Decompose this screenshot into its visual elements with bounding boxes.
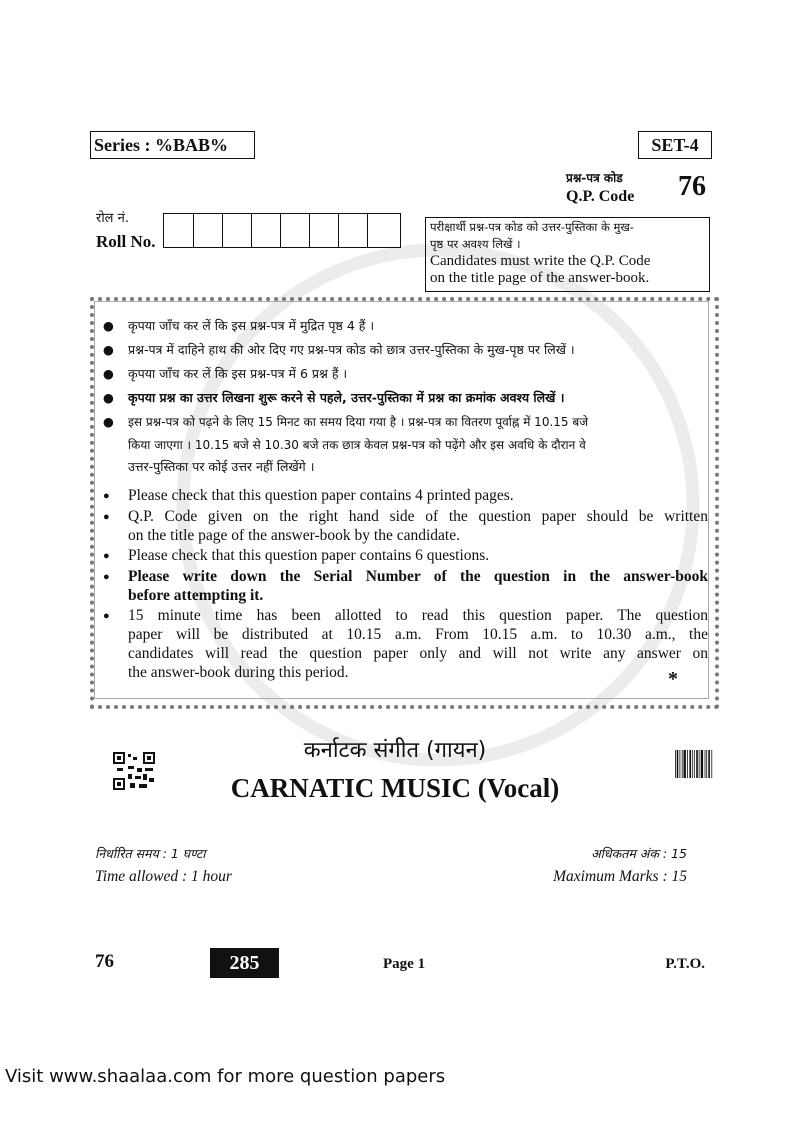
series-label: Series : %BAB%: [90, 131, 255, 159]
note-hindi-line: परीक्षार्थी प्रश्न-पत्र कोड को उत्तर-पुस्तिका के मुख-: [430, 220, 634, 234]
instruction-english: ● Please write down the Serial Number of the question in the answer-book: [103, 568, 708, 585]
instruction-hindi: ● प्रश्न-पत्र में दाहिने हाथ की ओर दिए गए प्रश्न-पत्र कोड को छात्र उत्तर-पुस्तिका के मुख-पृष्ठ पर लिखें ।: [103, 342, 575, 357]
qp-code-label-hindi: प्रश्न-पत्र कोड: [566, 171, 623, 185]
shaalaa-banner[interactable]: Visit www.shaalaa.com for more question papers: [5, 1066, 446, 1087]
barcode-bar: [682, 750, 683, 778]
roll-digit-box[interactable]: [193, 214, 222, 247]
roll-digit-box[interactable]: [338, 214, 367, 247]
barcode-bar: [696, 750, 698, 778]
note-english-line: on the title page of the answer-book.: [430, 270, 650, 286]
qr-code-icon: [113, 752, 155, 790]
instruction-english-cont: paper will be distributed at 10.15 a.m. From 10.15 a.m. to 10.30 a.m., the: [128, 626, 708, 643]
roll-digit-box[interactable]: [164, 214, 193, 247]
instruction-english: ● Q.P. Code given on the right hand side of the question paper should be written: [103, 508, 708, 525]
instruction-english-cont: on the title page of the answer-book by the candidate.: [128, 527, 460, 544]
roll-label-hindi: रोल नं.: [96, 211, 129, 226]
barcode-bar: [694, 750, 695, 778]
barcode-bar: [708, 750, 710, 778]
instruction-hindi: ● कृपया प्रश्न का उत्तर लिखना शुरू करने से पहले, उत्तर-पुस्तिका में प्रश्न का क्रमांक अवश्य लिखें ।: [103, 390, 565, 405]
instruction-english: ● Please check that this question paper contains 6 questions.: [103, 547, 490, 564]
barcode-bar: [677, 750, 679, 778]
roll-digit-box[interactable]: [309, 214, 338, 247]
roll-digit-box[interactable]: [251, 214, 280, 247]
qp-code-label: Q.P. Code: [566, 188, 635, 205]
roll-label: Roll No.: [96, 232, 156, 251]
barcode-bar: [684, 750, 686, 778]
barcode-bar: [701, 750, 703, 778]
pto-label: P.T.O.: [665, 956, 705, 972]
max-marks-hindi: अधिकतम अंक : 15: [591, 846, 687, 861]
roll-digit-box[interactable]: [367, 214, 396, 247]
barcode-bar: [675, 750, 676, 778]
instruction-english: ● Please check that this question paper contains 4 printed pages.: [103, 487, 514, 504]
barcode-bar: [687, 750, 688, 778]
barcode-bar: [706, 750, 707, 778]
roll-number-boxes[interactable]: [163, 213, 401, 248]
barcode-bar: [705, 750, 706, 778]
roll-digit-box[interactable]: [280, 214, 309, 247]
instruction-hindi: ● कृपया जाँच कर लें कि इस प्रश्न-पत्र में मुद्रित पृष्ठ 4 हैं ।: [103, 318, 375, 333]
roll-digit-box[interactable]: [222, 214, 251, 247]
barcode-bar: [692, 750, 693, 778]
footer-number-badge: 285: [210, 948, 279, 978]
barcode-bar: [711, 750, 712, 778]
subject-title-hindi: कर्नाटक संगीत (गायन): [303, 738, 487, 763]
note-english-line: Candidates must write the Q.P. Code: [430, 253, 651, 269]
time-allowed: Time allowed : 1 hour: [95, 868, 232, 885]
note-hindi-line: पृष्ठ पर अवश्य लिखें ।: [430, 237, 521, 251]
barcode-icon: [675, 750, 713, 778]
instruction-hindi-cont: किया जाएगा । 10.15 बजे से 10.30 बजे तक छात्र केवल प्रश्न-पत्र को पढ़ेंगे और इस अवधि के दौरान वे: [128, 438, 586, 452]
max-marks: Maximum Marks : 15: [553, 868, 687, 885]
instruction-hindi: ● कृपया जाँच कर लें कि इस प्रश्न-पत्र में 6 प्रश्न हैं ।: [103, 366, 348, 381]
qp-code-value: 76: [678, 171, 706, 202]
qp-code-note-box: [425, 217, 710, 292]
instruction-hindi: ● इस प्रश्न-पत्र को पढ़ने के लिए 15 मिनट का समय दिया गया है । प्रश्न-पत्र का वितरण पूर्वाह्न में 10.15 बजे: [103, 414, 589, 429]
set-label: SET-4: [638, 131, 712, 159]
barcode-bar: [680, 750, 681, 778]
instruction-english: ● 15 minute time has been allotted to read this question paper. The question: [103, 607, 708, 624]
time-allowed-hindi: निर्धारित समय : 1 घण्टा: [95, 846, 206, 861]
subject-title: CARNATIC MUSIC (Vocal): [230, 773, 560, 803]
barcode-bar: [689, 750, 691, 778]
instruction-hindi-cont: उत्तर-पुस्तिका पर कोई उत्तर नहीं लिखेंगे ।: [128, 459, 315, 474]
instruction-english-cont: the answer-book during this period.: [128, 664, 349, 681]
instruction-english-cont: before attempting it.: [128, 587, 264, 604]
asterisk-mark: *: [668, 668, 678, 690]
instruction-english-cont: candidates will read the question paper only and will not write any answer on: [128, 645, 708, 662]
page-number: Page 1: [383, 956, 426, 972]
barcode-bar: [699, 750, 700, 778]
footer-qp-code: 76: [95, 951, 114, 972]
